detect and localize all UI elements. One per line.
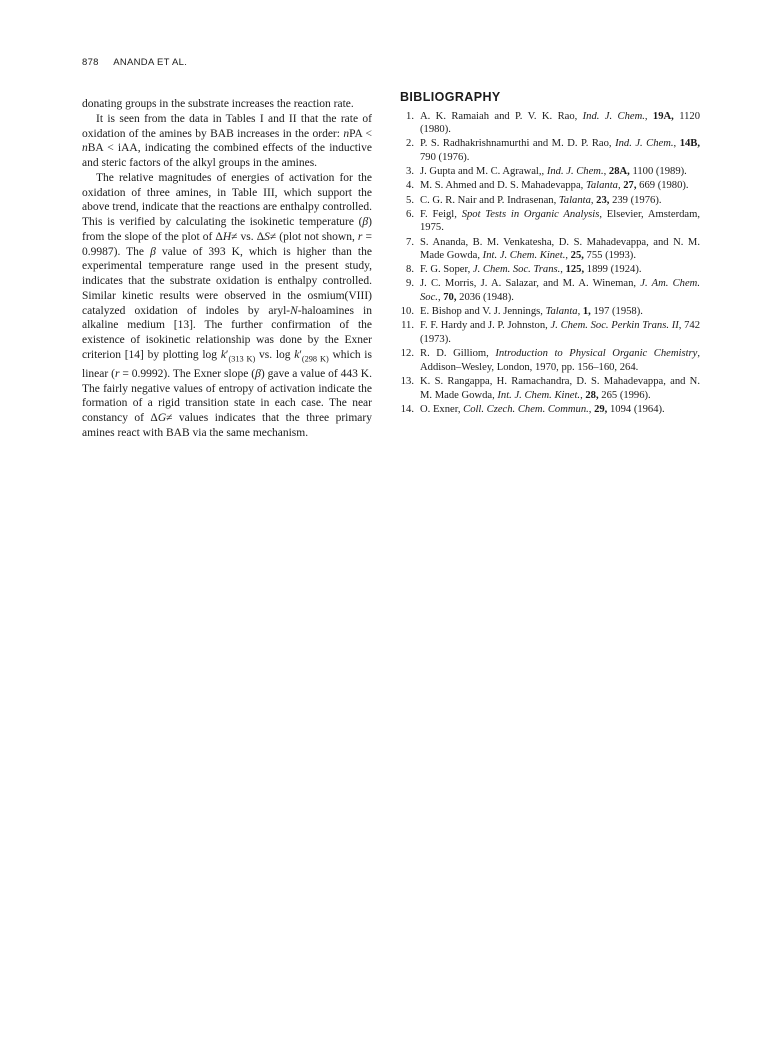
reference-text: F. F. Hardy and J. P. Johnston, J. Chem. Soc. Perkin Trans. II, 742 (1973). bbox=[420, 320, 701, 346]
reference-item bbox=[400, 194, 700, 208]
reference-number: 3. bbox=[406, 166, 414, 178]
reference-number: 9. bbox=[406, 278, 414, 290]
reference-item bbox=[400, 277, 700, 304]
reference-item bbox=[400, 375, 700, 402]
reference-item bbox=[400, 137, 700, 164]
reference-item bbox=[400, 208, 700, 235]
reference-text: K. S. Rangappa, H. Ramachandra, D. S. Mahadevappa, and N. M. Made Gowda, Int. J. Chem. Kinet., 28, 265 (1996). bbox=[420, 376, 700, 401]
reference-text: C. G. R. Nair and P. Indrasenan, Talanta, 23, 239 (1976). bbox=[420, 194, 662, 206]
reference-number: 1. bbox=[406, 110, 414, 122]
body-text-column bbox=[82, 97, 372, 441]
reference-list bbox=[400, 110, 700, 417]
reference-number: 4. bbox=[406, 180, 414, 192]
bibliography-section bbox=[400, 91, 700, 417]
reference-item bbox=[400, 179, 700, 193]
reference-text: M. S. Ahmed and D. S. Mahadevappa, Talanta, 27, 669 (1980). bbox=[420, 180, 689, 192]
reference-number: 10. bbox=[400, 306, 414, 318]
reference-text: S. Ananda, B. M. Venkatesha, D. S. Mahadevappa, and N. M. Made Gowda, Int. J. Chem. Kinet., 25, 755 (1993). bbox=[420, 236, 700, 262]
running-header bbox=[82, 57, 187, 68]
reference-text: E. Bishop and V. J. Jennings, Talanta, 1, 197 (1958). bbox=[420, 306, 643, 318]
reference-text: A. K. Ramaiah and P. V. K. Rao, Ind. J. Chem., 19A, 1120 (1980). bbox=[420, 110, 700, 136]
reference-number: 7. bbox=[406, 236, 414, 248]
page-number: 878 bbox=[82, 57, 99, 68]
reference-text: O. Exner, Coll. Czech. Chem. Commun., 29, 1094 (1964). bbox=[420, 403, 665, 415]
bibliography-heading: BIBLIOGRAPHY bbox=[400, 90, 501, 104]
reference-number: 2. bbox=[406, 138, 414, 150]
reference-text: J. C. Morris, J. A. Salazar, and M. A. Wineman, J. Am. Chem. Soc., 70, 2036 (1948). bbox=[420, 278, 700, 304]
reference-item bbox=[400, 403, 700, 417]
reference-item bbox=[400, 236, 700, 263]
reference-text: R. D. Gilliom, Introduction to Physical Organic Chemistry, Addison–Wesley, London, 1970, pp. 156–160, 264. bbox=[420, 348, 700, 373]
reference-number: 12. bbox=[400, 348, 414, 360]
reference-number: 13. bbox=[400, 376, 414, 387]
reference-item bbox=[400, 263, 700, 277]
reference-text: F. Feigl, Spot Tests in Organic Analysis, Elsevier, Amsterdam, 1975. bbox=[420, 208, 700, 234]
reference-item bbox=[400, 165, 700, 179]
reference-number: 6. bbox=[406, 208, 414, 220]
reference-number: 5. bbox=[406, 194, 414, 206]
reference-item bbox=[400, 305, 700, 319]
reference-item bbox=[400, 319, 700, 346]
paragraph: It is seen from the data in Tables I and II that the rate of oxidation of the amines by BAB increases in the order: nPA < nBA < iAA, indicating the combined effects of the inductive and steric factors of the alkyl groups in the amines. bbox=[82, 112, 373, 169]
reference-item bbox=[400, 347, 700, 374]
reference-number: 8. bbox=[406, 264, 414, 276]
reference-item bbox=[400, 110, 700, 137]
reference-number: 14. bbox=[400, 403, 414, 415]
reference-text: P. S. Radhakrishnamurthi and M. D. P. Rao, Ind. J. Chem., 14B, 790 (1976). bbox=[420, 138, 700, 163]
paragraph: donating groups in the substrate increases the reaction rate. bbox=[82, 98, 354, 110]
reference-number: 11. bbox=[401, 320, 414, 332]
reference-text: J. Gupta and M. C. Agrawal,, Ind. J. Chem., 28A, 1100 (1989). bbox=[420, 166, 687, 178]
running-title: ANANDA ET AL. bbox=[113, 57, 188, 68]
reference-text: F. G. Soper, J. Chem. Soc. Trans., 125, 1899 (1924). bbox=[420, 264, 642, 276]
paragraph: The relative magnitudes of energies of activation for the oxidation of three amines, in Table III, which support the above trend, indicate that the reactions are enthalpy controlled. This is verified by calculating the isokinetic temperature (β) from the slope of the plot of ΔH≠ vs. ΔS≠ (plot not shown, r = 0.9987). The β value of 393 K, which is higher than the experimental temperature range used in the present study, indicates that the substrate oxidation is enthalpy controlled. Similar kinetic results were observed in the osmium(VIII) catalyzed oxidation of indoles by aryl-N-haloamines in alkaline medium [13]. The further confirmation of the existence of isokinetic relationship was done by the Exner criterion [14] by plotting $\log k'_{(313 K)}$ vs. $\log k'_{(298 K)}$ which is linear (r = 0.9992). The Exner slope (β) gave a value of 443 K. The fairly negative values of entropy of activation indicate the formation of a rigid transition state in each case. The near constancy of ΔG≠ values indicates that the three primary amines react with BAB via the same mechanism. bbox=[82, 171, 372, 439]
